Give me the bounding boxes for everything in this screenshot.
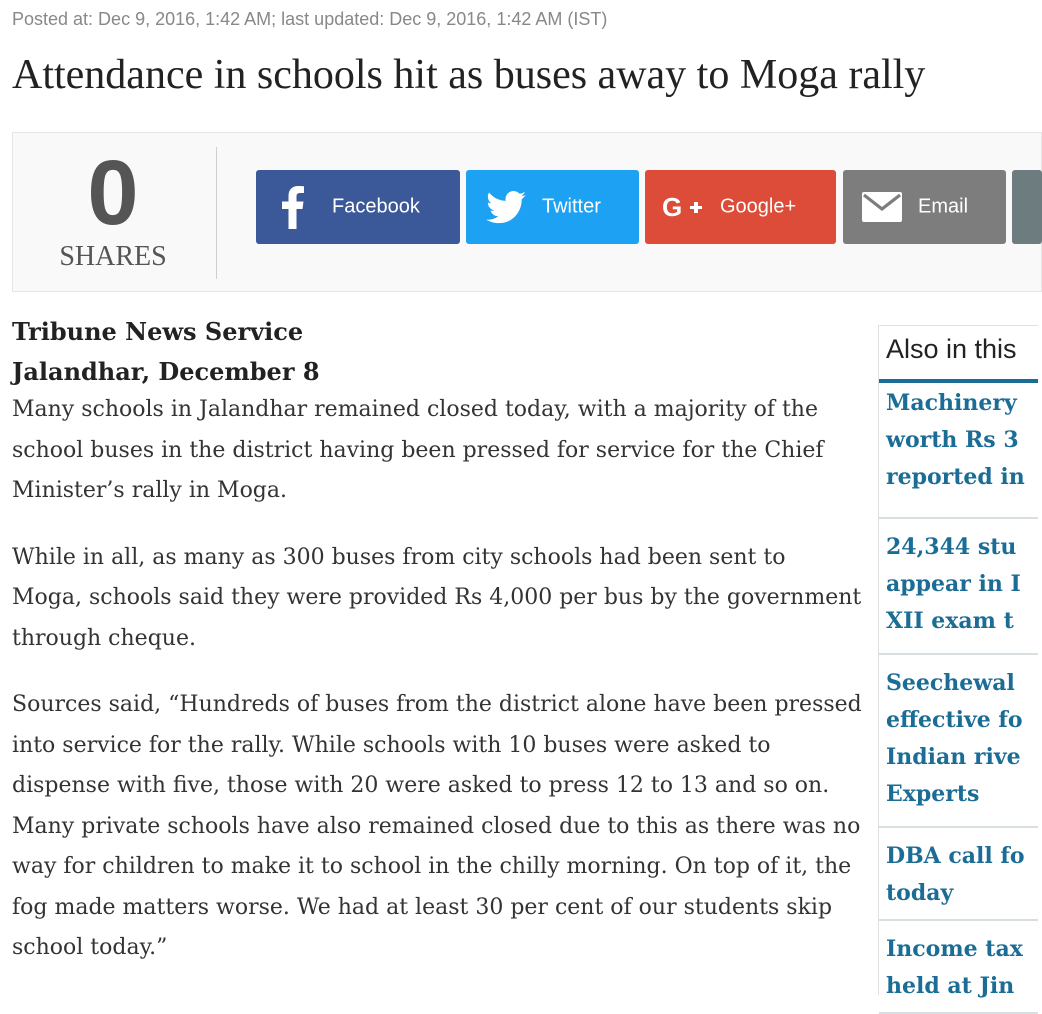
related-story-link[interactable]: DBA call fo today [879, 828, 1038, 921]
twitter-share-button[interactable] [466, 170, 639, 244]
google-plus-icon [661, 189, 707, 225]
twitter-label: Twitter [542, 195, 601, 218]
email-share-button[interactable] [843, 170, 1006, 244]
share-count-label: SHARES [59, 241, 167, 272]
post-timestamp: Posted at: Dec 9, 2016, 1:42 AM; last updated: Dec 9, 2016, 1:42 AM (IST) [12, 9, 608, 29]
share-divider [216, 147, 217, 279]
byline-dateline: Jalandhar, December 8 [12, 357, 320, 386]
facebook-label: Facebook [332, 195, 420, 218]
byline [12, 312, 320, 392]
related-stories-sidebar [878, 325, 1038, 999]
svg-text:G: G [662, 192, 683, 222]
twitter-bird-icon [486, 189, 526, 225]
facebook-icon [278, 183, 308, 231]
article-paragraph: Sources said, “Hundreds of buses from the district alone have been pressed into service for the rally. While schools with 10 buses were asked to dispense with five, those with 20 were asked to press 12 to 13 and so on. Many private schools have also remained closed due to this as there was no way for children to make it to school in the chilly morning. On top of it, the fog made matters worse. We had at least 30 per cent of our students skip school today.” [12, 692, 862, 960]
article-paragraph: Many schools in Jalandhar remained closed today, with a majority of the school buses in the district having been pressed for service for the Chief Minister’s rally in Moga. [12, 397, 824, 503]
facebook-share-button[interactable] [256, 170, 460, 244]
related-story-link[interactable]: Income tax held at Jin [879, 921, 1038, 1014]
related-stories-list [879, 383, 1038, 1014]
more-share-button[interactable] [1012, 170, 1042, 244]
share-counter [13, 142, 213, 273]
envelope-icon [861, 189, 903, 225]
related-story-link[interactable]: 24,344 stu appear in I XII exam t [879, 519, 1038, 655]
email-label: Email [918, 195, 969, 218]
google-plus-share-button[interactable] [645, 170, 836, 244]
related-story-link[interactable]: Machinery worth Rs 3 reported in [879, 383, 1038, 519]
google-plus-label: Google+ [720, 195, 797, 218]
article-headline: Attendance in schools hit as buses away to Moga rally [12, 52, 926, 98]
related-story-link[interactable]: Seechewal effective fo Indian rive Experts [879, 655, 1038, 828]
article-body [12, 390, 862, 995]
byline-service: Tribune News Service [12, 317, 304, 346]
share-count-number: 0 [87, 142, 139, 244]
article-paragraph: While in all, as many as 300 buses from city schools had been sent to Moga, schools said they were provided Rs 4,000 per bus by the government through cheque. [12, 544, 862, 651]
sidebar-title: Also in this [886, 334, 1017, 364]
share-bar [12, 132, 1042, 292]
